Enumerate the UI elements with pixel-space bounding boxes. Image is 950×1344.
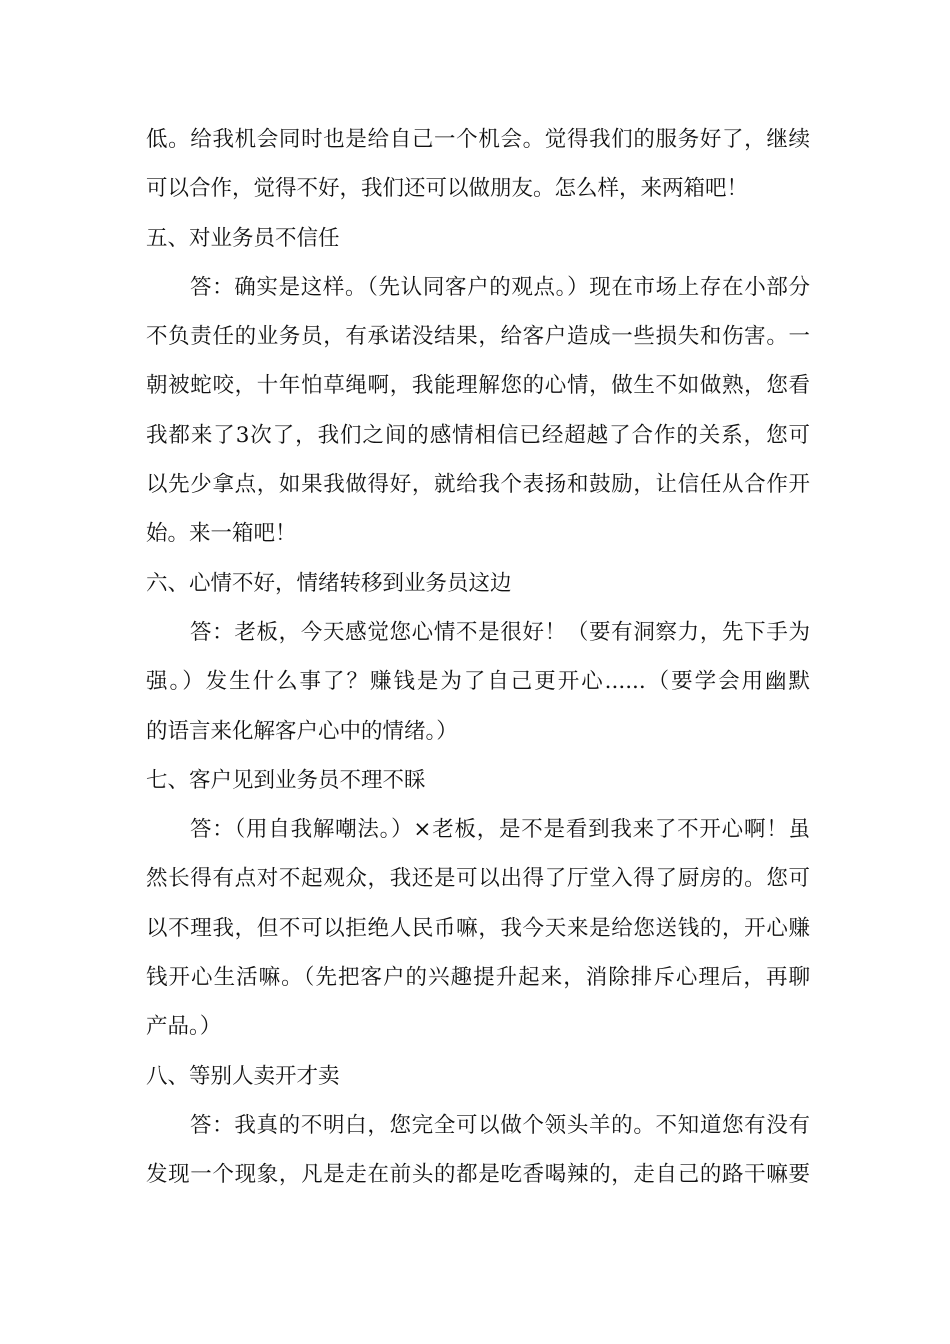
paragraph-line: 以先少拿点，如果我做得好，就给我个表扬和鼓励，让信任从合作开 <box>146 472 810 498</box>
paragraph-line: 以不理我，但不可以拒绝人民币嘛，我今天来是给您送钱的，开心赚 <box>146 915 810 941</box>
paragraph-line: 答：我真的不明白，您完全可以做个领头羊的。不知道您有没有 <box>190 1112 810 1138</box>
paragraph-line: 答：（用自我解嘲法。）×老板，是不是看到我来了不开心啊！虽 <box>190 817 810 843</box>
paragraph-line: 答：确实是这样。（先认同客户的观点。）现在市场上存在小部分 <box>190 274 810 300</box>
paragraph-line: 低。给我机会同时也是给自己一个机会。觉得我们的服务好了，继续 <box>146 127 810 152</box>
paragraph-line: 强。）发生什么事了？赚钱是为了自己更开心......（要学会用幽默 <box>146 669 810 695</box>
section-heading: 六、心情不好，情绪转移到业务员这边 <box>146 570 512 596</box>
paragraph-line: 然长得有点对不起观众，我还是可以出得了厅堂入得了厨房的。您可 <box>146 866 810 892</box>
document-body <box>146 115 810 1200</box>
section-heading: 五、对业务员不信任 <box>146 225 340 251</box>
paragraph-line: 我都来了3次了，我们之间的感情相信已经超越了合作的关系，您可 <box>146 422 810 448</box>
section-heading: 七、客户见到业务员不理不睬 <box>146 767 426 793</box>
paragraph-line: 的语言来化解客户心中的情绪。） <box>146 718 458 744</box>
paragraph-line: 朝被蛇咬，十年怕草绳啊，我能理解您的心情，做生不如做熟，您看 <box>146 373 810 399</box>
paragraph-line: 可以合作，觉得不好，我们还可以做朋友。怎么样，来两箱吧！ <box>146 176 749 202</box>
paragraph-line: 发现一个现象，凡是走在前头的都是吃香喝辣的，走自己的路干嘛要 <box>146 1162 810 1188</box>
paragraph-line: 答：老板，今天感觉您心情不是很好！（要有洞察力，先下手为 <box>190 619 810 645</box>
paragraph-line: 不负责任的业务员，有承诺没结果，给客户造成一些损失和伤害。一 <box>146 324 810 350</box>
paragraph-line: 产品。） <box>146 1014 222 1040</box>
paragraph-line: 始。来一箱吧！ <box>146 521 297 547</box>
section-heading: 八、等别人卖开才卖 <box>146 1063 340 1089</box>
paragraph-line: 钱开心生活嘛。（先把客户的兴趣提升起来，消除排斥心理后，再聊 <box>146 965 810 991</box>
